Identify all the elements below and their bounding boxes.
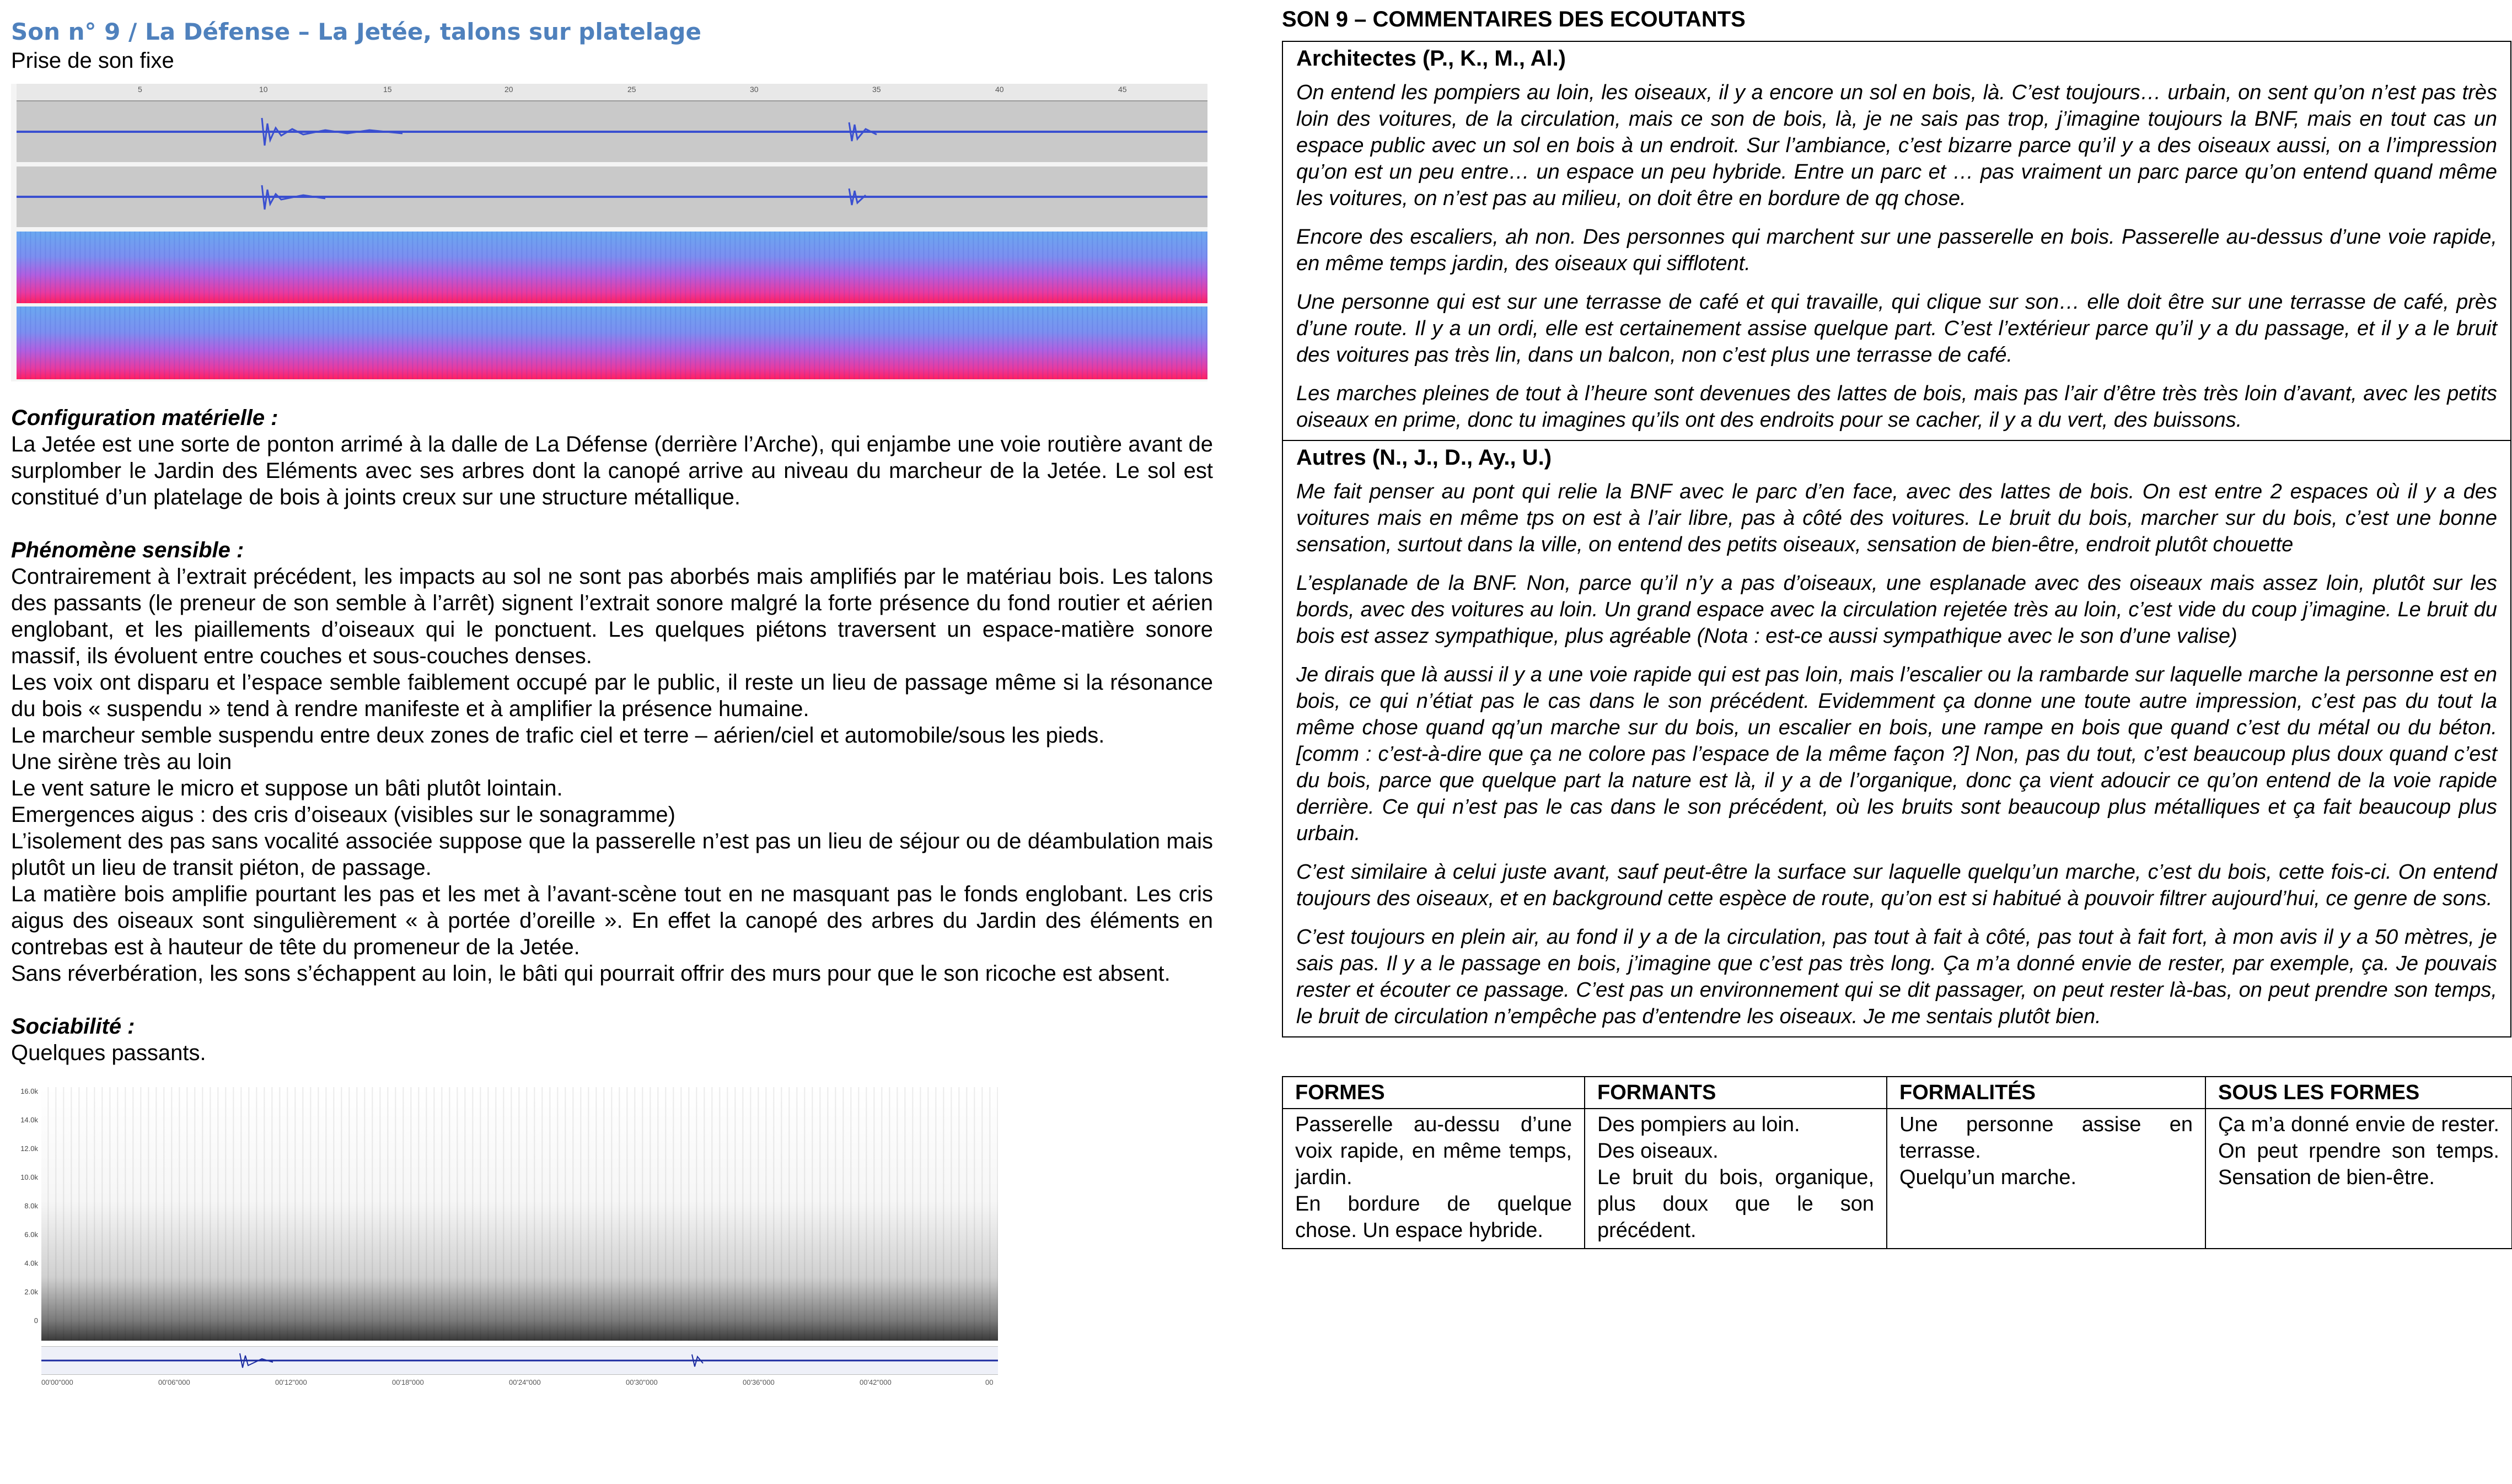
frequency-label: 10.0k (20, 1173, 38, 1181)
configuration-text: La Jetée est une sorte de ponton arrimé à la dalle de La Défense (derrière l’Arche), qui enjambe une voie routière avant de surplomber le Jardin des Eléments avec ses arbres dont la canopé arrive au niveau du marcheur de la Jetée. Le sol est constitué d’un platelage de bois à joints creux sur une structure métallique. (11, 432, 1213, 509)
comments-heading: SON 9 – COMMENTAIRES DES ECOUTANTS (1282, 7, 1746, 31)
frequency-label: 4.0k (24, 1259, 38, 1267)
listener-quote: Encore des escaliers, ah non. Des personnes qui marchent sur une passerelle en bois. Passerelle au-dessus d’une voie rapide, en même temps jardin, des oiseaux qui sifflotent. (1296, 225, 2497, 275)
phenomene-paragraph: Le vent sature le micro et suppose un bâti plutôt lointain. (11, 776, 563, 800)
sonagram-waveform (41, 1346, 998, 1375)
spectrogram-left (17, 232, 1207, 303)
comments-box (1282, 41, 2511, 1037)
ruler-tick: 35 (872, 85, 881, 94)
cell-line: Ça m’a donné envie de rester. On peut rpendre son temps. Sensation de bien-être. (2218, 1113, 2499, 1189)
cell-sous-les-formes (2205, 1109, 2512, 1249)
table-row (1282, 1109, 2512, 1249)
listener-quote: On entend les pompiers au loin, les oiseaux, il y a encore un sol en bois, là. C’est toujours… urbain, on sent qu’on n’est pas très loin des voitures, de la circulation, mais ce son de bois, là, je ne sais pas trop, j’imagine toujours la BNF, mais en tout cas un espace public avec un sol en bois à un endroit. Sur l’ambiance, c’est bizarre parce qu’il y a des oiseaux aussi, on a l’impression qu’on est un peu entre… un espace un peu hybride. Entre un parc et … pas vraiment un parc parce qu’on entend quand même les voitures, on n’est pas au milieu, on doit être en bordure de qq chose. (1296, 81, 2497, 210)
sonagram-plot (41, 1087, 998, 1341)
phenomene-paragraph: Une sirène très au loin (11, 750, 232, 774)
waveform-spectrogram-figure (11, 84, 1207, 381)
time-label: 00'12"000 (275, 1378, 307, 1386)
cell-line: Le bruit du bois, organique, plus doux que le son précédent. (1597, 1166, 1874, 1242)
time-label: 00 (985, 1378, 994, 1386)
time-label: 00'30"000 (626, 1378, 658, 1386)
sonagram-time-axis (41, 1378, 998, 1389)
waveform-left-trace (17, 101, 1207, 162)
cell-line: Passerelle au-dessu d’une voix rapide, en même temps, jardin. (1295, 1113, 1572, 1189)
spectrogram-right (17, 307, 1207, 379)
waveform-track-left (17, 101, 1207, 162)
frequency-label: 12.0k (20, 1144, 38, 1153)
forms-table (1282, 1076, 2512, 1249)
time-label: 00'00"000 (41, 1378, 73, 1386)
ruler-tick: 20 (504, 85, 513, 94)
sonagram-frequency-axis (11, 1076, 41, 1341)
listener-quote: Les marches pleines de tout à l’heure sont devenues des lattes de bois, mais pas l’air d’être très très loin d’avant, avec les petits oiseaux en prime, donc tu imagines qu’ils ont des endroits pour se cacher, il y a du vert, des buissons. (1296, 382, 2497, 432)
listener-quote: Je dirais que là aussi il y a une voie rapide qui est pas loin, mais l’escalier ou la rambarde sur laquelle marche la personne est en bois, ce qui n’étiat pas le cas dans le son précédent. Evidemment ça donne une toute autre impression, c’est pas du tout la même chose quand qq’un marche sur du bois, un escalier en bois, une rampe en bois que quand c’est du métal ou du béton. [comm : c’est-à-dire que ça ne colore pas l’espace de la même façon ?] Non, pas du tout, c’est beaucoup plus doux quand c’est du bois, parce que quelque part la nature est là, il y a de l’organique, donc ça vient adoucir ce qu’on entend de la voie rapide derrière. Ce qui n’est pas le cas dans le son précédent, où les bruits sont beaucoup plus métalliques et ça fait beaucoup plus urbain. (1296, 663, 2497, 845)
sociabilite-label: Sociabilité : (11, 1014, 135, 1039)
column-header-formalites: FORMALITÉS (1887, 1077, 2205, 1109)
phenomene-paragraph: Le marcheur semble suspendu entre deux zones de trafic ciel et terre – aérien/ciel et automobile/sous les pieds. (11, 723, 1105, 748)
phenomene-paragraph: L’isolement des pas sans vocalité associée suppose que la passerelle n’est pas un lieu de séjour ou de déambulation mais plutôt un lieu de transit piéton, de passage. (11, 829, 1213, 880)
right-column (1282, 6, 2511, 1249)
time-label: 00'36"000 (743, 1378, 775, 1386)
left-column (11, 17, 1213, 1390)
ruler-tick: 45 (1118, 85, 1127, 94)
listener-quote: C’est toujours en plein air, au fond il y a de la circulation, pas tout à fait à côté, pas tout à fait fort, à mon avis il y a 50 mètres, je sais pas. Il y a le passage en bois, j’imagine que c’est pas très long. Ça m’a donné envie de rester, par exemple, ça. Je pouvais rester et écouter ce passage. C’est pas un environnement qui se dit passager, on peut rester là-bas, on peut prendre son temps, le bruit de circulation n’empêche pas d’entendre les oiseaux. Je me sentais plutôt bien. (1296, 926, 2497, 1028)
frequency-label: 6.0k (24, 1230, 38, 1239)
time-label: 00'24"000 (509, 1378, 541, 1386)
frequency-label: 8.0k (24, 1202, 38, 1210)
time-label: 00'18"000 (392, 1378, 424, 1386)
time-label: 00'42"000 (860, 1378, 892, 1386)
column-header-sous-les-formes: SOUS LES FORMES (2205, 1077, 2512, 1109)
phenomene-label: Phénomène sensible : (11, 538, 244, 562)
cell-formalites (1887, 1109, 2205, 1249)
group-title: Architectes (P., K., M., Al.) (1296, 46, 1566, 71)
listener-quote: L’esplanade de la BNF. Non, parce qu’il n’y a pas d’oiseaux, une esplanade avec des oiseaux mais assez loin, plutôt sur les bords, avec des voitures au loin. Un grand espace avec la circulation rejetée très au loin, c’est vide du coup j’imagine. Le bruit du bois est assez sympathique, plus agréable (Nota : est-ce aussi sympathique avec le son d’une valise) (1296, 572, 2497, 648)
listener-quote: C’est similaire à celui juste avant, sauf peut-être la surface sur laquelle quelqu’un marche, c’est du bois, cette fois-ci. On entend toujours des oiseaux, et en background cette espèce de route, qu’on est si habitué à pouvoir filtrer aujourd’hui, ce genre de sons. (1296, 861, 2497, 910)
time-ruler (17, 84, 1207, 101)
sonagram-waveform-trace (41, 1347, 998, 1374)
cell-line: Des oiseaux. (1597, 1139, 1719, 1163)
group-architectes (1283, 42, 2510, 440)
cell-line: Des pompiers au loin. (1597, 1113, 1800, 1136)
time-label: 00'06"000 (158, 1378, 190, 1386)
cell-line: En bordure de quelque chose. Un espace hybride. (1295, 1192, 1572, 1242)
group-title: Autres (N., J., D., Ay., U.) (1296, 445, 1552, 470)
column-header-formants: FORMANTS (1585, 1077, 1887, 1109)
table-header-row (1282, 1077, 2512, 1109)
phenomene-paragraph: La matière bois amplifie pourtant les pas et les met à l’avant-scène tout en ne masquant pas le fonds englobant. Les cris aigus des oiseaux sont singulièrement « à portée d’oreille ». En effet la canopé des arbres du Jardin des éléments en contrebas est à hauteur de tête du promeneur de la Jetée. (11, 882, 1213, 959)
cell-line: Une personne assise en terrasse. (1899, 1113, 2193, 1163)
configuration-label: Configuration matérielle : (11, 406, 278, 430)
cell-formes (1282, 1109, 1585, 1249)
phenomene-paragraph: Les voix ont disparu et l’espace semble faiblement occupé par le public, il reste un lieu de passage même si la résonance du bois « suspendu » tend à rendre manifeste et à amplifier la présence humaine. (11, 670, 1213, 721)
waveform-track-right (17, 166, 1207, 227)
frequency-label: 0 (34, 1316, 38, 1325)
column-header-formes: FORMES (1282, 1077, 1585, 1109)
ruler-tick: 40 (995, 85, 1004, 94)
group-autres (1283, 440, 2510, 1036)
phenomene-paragraph: Emergences aigus : des cris d’oiseaux (visibles sur le sonagramme) (11, 803, 675, 827)
frequency-label: 2.0k (24, 1288, 38, 1296)
sonagram-figure (11, 1076, 998, 1390)
frequency-label: 16.0k (20, 1087, 38, 1095)
ruler-tick: 30 (750, 85, 759, 94)
ruler-tick: 25 (627, 85, 636, 94)
phenomene-paragraph: Contrairement à l’extrait précédent, les impacts au sol ne sont pas aborbés mais amplifiés par le matériau bois. Les talons des passants (le preneur de son semble à l’arrêt) signent l’extrait sonore malgré la forte présence du fond routier et aérien englobant, et les piaillements d’oiseaux qui le ponctuent. Les quelques piétons traversent un espace-matière sonore massif, ils évoluent entre couches et sous-couches denses. (11, 564, 1213, 668)
ruler-tick: 10 (259, 85, 268, 94)
phenomene-paragraph: Sans réverbération, les sons s’échappent au loin, le bâti qui pourrait offrir des murs pour que le son ricoche est absent. (11, 961, 1171, 986)
cell-line: Quelqu’un marche. (1899, 1166, 2077, 1189)
cell-formants (1585, 1109, 1887, 1249)
ruler-tick: 5 (138, 85, 142, 94)
listener-quote: Me fait penser au pont qui relie la BNF avec le parc d’en face, avec des lattes de bois. On est entre 2 espaces où il y a des voitures mais en même tps on est à l’air libre, pas à côté des voitures. Le bruit du bois, marcher sur du bois, c’est une bonne sensation, surtout dans la ville, on entend des petits oiseaux, sensation de bien-être, endroit plutôt chouette (1296, 480, 2497, 556)
ruler-tick: 15 (383, 85, 392, 94)
recording-type: Prise de son fixe (11, 49, 174, 73)
frequency-label: 14.0k (20, 1116, 38, 1124)
document-title: Son n° 9 / La Défense – La Jetée, talons sur platelage (11, 18, 701, 45)
listener-quote: Une personne qui est sur une terrasse de café et qui travaille, qui clique sur son… elle doit être sur une terrasse de café, près d’une route. Il y a un ordi, elle est certainement assise quelque part. C’est l’extérieur parce qu’il y a du passage, et il y a le bruit des voitures pas très lin, dans un balcon, non c’est plus une terrasse de café. (1296, 291, 2497, 367)
sociabilite-text: Quelques passants. (11, 1041, 206, 1065)
waveform-right-trace (17, 166, 1207, 227)
